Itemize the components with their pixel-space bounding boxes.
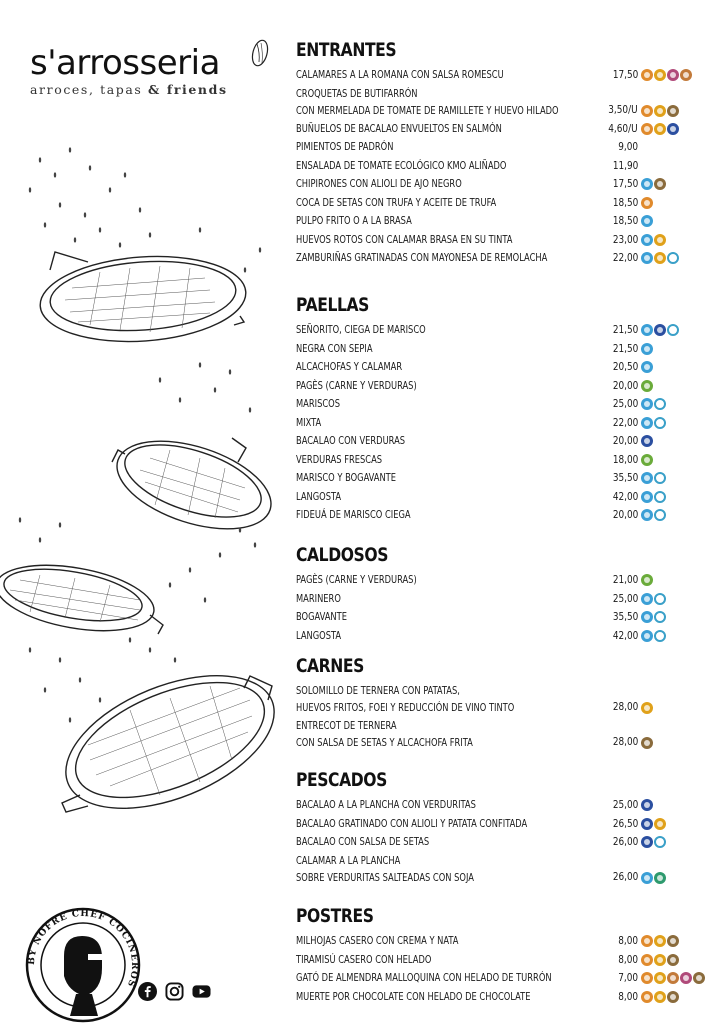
gluten-allergen-icon bbox=[641, 935, 653, 947]
left-panel bbox=[0, 0, 280, 1024]
dish-name bbox=[296, 321, 426, 340]
crustacean-allergen-icon bbox=[641, 872, 653, 884]
crustacean-allergen-icon bbox=[641, 593, 653, 605]
dish-name bbox=[296, 571, 417, 590]
menu-item bbox=[296, 395, 696, 414]
egg-allergen-icon bbox=[654, 972, 666, 984]
dish-name-line: CHIPIRONES CON ALIOLI DE AJO NEGRO bbox=[296, 177, 462, 190]
menu-item bbox=[296, 833, 696, 852]
dish-name bbox=[296, 682, 514, 716]
dish-name-line: BOGAVANTE bbox=[296, 610, 347, 623]
dish-price: 17,50 bbox=[612, 68, 638, 81]
menu-item bbox=[296, 488, 696, 507]
dish-name-line: BACALAO CON SALSA DE SETAS bbox=[296, 835, 430, 848]
fish-allergen-icon bbox=[641, 836, 653, 848]
allergen-icons bbox=[641, 972, 705, 984]
allergen-icons bbox=[641, 454, 653, 466]
dish-name bbox=[296, 85, 559, 119]
milk-allergen-icon bbox=[667, 954, 679, 966]
dish-name-line: PAGÈS (CARNE Y VERDURAS) bbox=[296, 573, 417, 586]
dish-name-line: HUEVOS ROTOS CON CALAMAR BRASA EN SU TINTA bbox=[296, 232, 513, 246]
egg-allergen-icon bbox=[641, 702, 653, 714]
menu-item bbox=[296, 120, 696, 139]
dish-name bbox=[296, 120, 502, 139]
dish-name-line: MARISCOS bbox=[296, 397, 340, 410]
allergen-icons bbox=[641, 799, 653, 811]
egg-allergen-icon bbox=[654, 991, 666, 1003]
allergen-icons bbox=[641, 574, 653, 586]
gluten-allergen-icon bbox=[641, 991, 653, 1003]
allergen-icons bbox=[641, 123, 679, 135]
dish-name bbox=[296, 249, 547, 268]
allergen-icons bbox=[641, 234, 666, 246]
menu-item bbox=[296, 717, 696, 752]
dish-name-line: CALAMARES A LA ROMANA CON SALSA ROMESCU bbox=[296, 68, 504, 81]
celery-allergen-icon bbox=[641, 454, 653, 466]
menu-item bbox=[296, 815, 696, 834]
menu-item bbox=[296, 852, 696, 887]
dish-name-line: MUERTE POR CHOCOLATE CON HELADO DE CHOCOLATE bbox=[296, 989, 531, 1003]
dish-name-line: TIRAMISÚ CASERO CON HELADO bbox=[296, 952, 432, 966]
dish-name-line: BUÑUELOS DE BACALAO ENVUELTOS EN SALMÓN bbox=[296, 121, 502, 135]
dish-name-line: MARISCO Y BOGAVANTE bbox=[296, 471, 397, 484]
allergen-icons bbox=[641, 702, 653, 714]
molluscs-allergen-icon bbox=[654, 398, 666, 410]
molluscs-allergen-icon bbox=[654, 836, 666, 848]
egg-allergen-icon bbox=[654, 123, 666, 135]
allergen-icons bbox=[641, 991, 679, 1003]
section-title: CARNES bbox=[296, 655, 364, 677]
crustacean-allergen-icon bbox=[641, 343, 653, 355]
fish-allergen-icon bbox=[641, 818, 653, 830]
dish-name bbox=[296, 833, 429, 852]
dish-price: 20,00 bbox=[612, 378, 638, 392]
section-postres bbox=[296, 904, 696, 1006]
dish-name bbox=[296, 395, 340, 414]
menu-item bbox=[296, 571, 696, 590]
milk-allergen-icon bbox=[667, 991, 679, 1003]
section-title: POSTRES bbox=[296, 905, 374, 927]
dish-name bbox=[296, 212, 412, 231]
dish-name bbox=[296, 340, 373, 359]
allergen-icons bbox=[641, 197, 653, 209]
menu-item bbox=[296, 682, 696, 717]
menu-item bbox=[296, 451, 696, 470]
dish-price: 17,50 bbox=[612, 177, 638, 190]
section-title: CALDOSOS bbox=[296, 544, 389, 566]
allergen-icons bbox=[641, 343, 653, 355]
dish-name bbox=[296, 852, 474, 886]
allergen-icons bbox=[641, 836, 666, 848]
dish-name bbox=[296, 175, 462, 194]
dish-name-line: BACALAO A LA PLANCHA CON VERDURITAS bbox=[296, 798, 476, 811]
dish-name-line: LANGOSTA bbox=[296, 628, 342, 642]
dish-name-line: MARINERO bbox=[296, 591, 341, 605]
section-pescados bbox=[296, 768, 696, 887]
menu-item bbox=[296, 608, 696, 627]
menu-item bbox=[296, 249, 696, 268]
dish-price: 35,50 bbox=[612, 610, 638, 623]
molluscs-allergen-icon bbox=[667, 252, 679, 264]
section-title: ENTRANTES bbox=[296, 39, 397, 61]
dish-name bbox=[296, 414, 321, 433]
dish-price: 26,00 bbox=[612, 869, 638, 883]
dish-price: 8,00 bbox=[618, 934, 638, 947]
milk-allergen-icon bbox=[693, 972, 705, 984]
allergen-icons bbox=[641, 215, 653, 227]
dish-name-line: PAGÈS (CARNE Y VERDURAS) bbox=[296, 378, 417, 392]
fish-allergen-icon bbox=[654, 324, 666, 336]
crustacean-allergen-icon bbox=[641, 611, 653, 623]
dish-name-line: GATÓ DE ALMENDRA MALLOQUINA CON HELADO DE TURRÓN bbox=[296, 971, 552, 984]
dish-name bbox=[296, 451, 382, 470]
dish-name-line: ALCACHOFAS Y CALAMAR bbox=[296, 360, 403, 373]
dish-name bbox=[296, 138, 393, 157]
menu-item bbox=[296, 358, 696, 377]
molluscs-allergen-icon bbox=[654, 491, 666, 503]
egg-allergen-icon bbox=[654, 954, 666, 966]
menu-item bbox=[296, 85, 696, 120]
dish-price: 26,00 bbox=[612, 835, 638, 848]
allergen-icons bbox=[641, 361, 653, 373]
dish-name bbox=[296, 627, 341, 646]
dish-name bbox=[296, 796, 476, 815]
celery-allergen-icon bbox=[641, 574, 653, 586]
menu-item bbox=[296, 590, 696, 609]
dish-name-line: CON SALSA DE SETAS Y ALCACHOFA FRITA bbox=[296, 736, 473, 749]
section-paellas bbox=[296, 293, 696, 525]
menu-item bbox=[296, 414, 696, 433]
allergen-icons bbox=[641, 252, 679, 264]
crustacean-allergen-icon bbox=[641, 234, 653, 246]
dish-name-line: HUEVOS FRITOS, FOEI Y REDUCCIÓN DE VINO TINTO bbox=[296, 701, 515, 714]
dish-price: 28,00 bbox=[612, 735, 638, 748]
dish-name bbox=[296, 377, 417, 396]
allergen-icons bbox=[641, 435, 653, 447]
logo-tagline: arroces, tapas & friends bbox=[30, 82, 228, 97]
allergen-icons bbox=[641, 818, 666, 830]
youtube-icon[interactable] bbox=[192, 982, 211, 1001]
section-entrantes bbox=[296, 38, 696, 268]
dish-name-line: MILHOJAS CASERO CON CREMA Y NATA bbox=[296, 934, 459, 947]
dish-price: 25,00 bbox=[612, 397, 638, 410]
instagram-icon[interactable] bbox=[165, 982, 184, 1001]
dish-price: 21,50 bbox=[612, 323, 638, 336]
dish-name-line: PULPO FRITO O A LA BRASA bbox=[296, 214, 412, 227]
dish-price: 25,00 bbox=[612, 798, 638, 811]
allergen-icons bbox=[641, 380, 653, 392]
menu-item bbox=[296, 951, 696, 970]
allergen-icons bbox=[641, 178, 666, 190]
dish-price: 4,60/U bbox=[608, 121, 638, 135]
dish-name bbox=[296, 194, 496, 213]
allergen-icons bbox=[641, 737, 653, 749]
dish-name-line: VERDURAS FRESCAS bbox=[296, 452, 383, 466]
allergen-icons bbox=[641, 593, 666, 605]
dish-name-line: LANGOSTA bbox=[296, 489, 342, 503]
menu-item bbox=[296, 432, 696, 451]
social-links bbox=[138, 982, 211, 1001]
milk-allergen-icon bbox=[667, 105, 679, 117]
molluscs-allergen-icon bbox=[654, 509, 666, 521]
dish-price: 21,50 bbox=[612, 341, 638, 355]
dish-name-line: SEÑORITO, CIEGA DE MARISCO bbox=[296, 323, 426, 336]
molluscs-allergen-icon bbox=[667, 324, 679, 336]
milk-allergen-icon bbox=[641, 737, 653, 749]
dish-price: 25,00 bbox=[612, 591, 638, 605]
menu-item bbox=[296, 231, 696, 250]
crustacean-allergen-icon bbox=[641, 630, 653, 642]
dish-price: 28,00 bbox=[612, 700, 638, 713]
dish-price: 18,50 bbox=[612, 214, 638, 227]
allergen-icons bbox=[641, 935, 679, 947]
dish-name bbox=[296, 969, 552, 988]
crustacean-allergen-icon bbox=[641, 398, 653, 410]
dish-name-line: ENTRECOT DE TERNERA bbox=[296, 719, 397, 732]
dish-name bbox=[296, 815, 527, 834]
allergen-icons bbox=[641, 611, 666, 623]
egg-allergen-icon bbox=[654, 105, 666, 117]
dish-name bbox=[296, 988, 530, 1007]
section-caldosos bbox=[296, 543, 696, 645]
dish-price: 8,00 bbox=[618, 952, 638, 966]
crustacean-allergen-icon bbox=[641, 178, 653, 190]
fish-allergen-icon bbox=[641, 799, 653, 811]
allergen-icons bbox=[641, 105, 679, 117]
dish-price: 11,90 bbox=[612, 158, 638, 172]
dish-name-line: CROQUETAS DE BUTIFARRÓN bbox=[296, 86, 418, 100]
dish-name-line: CALAMAR A LA PLANCHA bbox=[296, 853, 401, 867]
dish-name-line: BACALAO GRATINADO CON ALIOLI Y PATATA CONFITADA bbox=[296, 816, 528, 830]
allergen-icons bbox=[641, 630, 666, 642]
dish-price: 21,00 bbox=[612, 573, 638, 586]
fish-allergen-icon bbox=[641, 435, 653, 447]
dish-name bbox=[296, 951, 431, 970]
menu-item bbox=[296, 988, 696, 1007]
egg-allergen-icon bbox=[654, 818, 666, 830]
menu-item bbox=[296, 969, 696, 988]
chef-badge bbox=[24, 906, 142, 1024]
dish-price: 3,50/U bbox=[608, 102, 638, 116]
crustacean-allergen-icon bbox=[641, 324, 653, 336]
menu-item bbox=[296, 157, 696, 176]
gluten-allergen-icon bbox=[641, 954, 653, 966]
egg-allergen-icon bbox=[654, 935, 666, 947]
facebook-icon[interactable] bbox=[138, 982, 157, 1001]
menu-item bbox=[296, 469, 696, 488]
dish-name bbox=[296, 358, 402, 377]
dish-name bbox=[296, 717, 473, 751]
celery-allergen-icon bbox=[641, 380, 653, 392]
menu-item bbox=[296, 212, 696, 231]
crustacean-allergen-icon bbox=[641, 491, 653, 503]
allergen-icons bbox=[641, 872, 666, 884]
section-title: PAELLAS bbox=[296, 294, 369, 316]
dish-price: 42,00 bbox=[612, 628, 638, 642]
gluten-allergen-icon bbox=[641, 105, 653, 117]
svg-text:BY NOFRE CHEF COCINEROS: BY NOFRE CHEF COCINEROS bbox=[26, 908, 140, 989]
section-title: PESCADOS bbox=[296, 769, 387, 791]
dish-price: 26,50 bbox=[612, 816, 638, 830]
dish-name-line: ENSALADA DE TOMATE ECOLÓGICO KMO ALIÑADO bbox=[296, 158, 507, 172]
menu-item bbox=[296, 175, 696, 194]
dish-name bbox=[296, 157, 506, 176]
section-carnes bbox=[296, 654, 696, 752]
logo-name: s'arrosseria bbox=[30, 43, 220, 83]
dish-name-line: NEGRA CON SEPIA bbox=[296, 341, 373, 355]
menu-item bbox=[296, 340, 696, 359]
milk-allergen-icon bbox=[654, 178, 666, 190]
dish-price: 20,00 bbox=[612, 434, 638, 447]
dish-price: 20,50 bbox=[612, 360, 638, 373]
dish-name-line: CON MERMELADA DE TOMATE DE RAMILLETE Y HUEVO HILADO bbox=[296, 103, 559, 117]
dish-name-line: ZAMBURIÑAS GRATINADAS CON MAYONESA DE REMOLACHA bbox=[296, 251, 548, 264]
dish-name-line: BACALAO CON VERDURAS bbox=[296, 434, 406, 447]
menu-item bbox=[296, 627, 696, 646]
dish-name-line: SOLOMILLO DE TERNERA CON PATATAS, bbox=[296, 684, 460, 697]
crustacean-allergen-icon bbox=[641, 252, 653, 264]
crustacean-allergen-icon bbox=[641, 215, 653, 227]
molluscs-allergen-icon bbox=[654, 472, 666, 484]
crustacean-allergen-icon bbox=[641, 509, 653, 521]
egg-allergen-icon bbox=[654, 69, 666, 81]
allergen-icons bbox=[641, 472, 666, 484]
menu-item bbox=[296, 932, 696, 951]
menu-item bbox=[296, 66, 696, 85]
molluscs-allergen-icon bbox=[654, 417, 666, 429]
dish-price: 22,00 bbox=[612, 251, 638, 264]
dish-price: 18,50 bbox=[612, 195, 638, 209]
nuts-allergen-icon bbox=[667, 972, 679, 984]
dish-price: 9,00 bbox=[618, 140, 638, 153]
allergen-icons bbox=[641, 417, 666, 429]
paella-pans-illustration bbox=[0, 0, 280, 900]
dish-name-line: COCA DE SETAS CON TRUFA Y ACEITE DE TRUFA bbox=[296, 195, 497, 209]
dish-name bbox=[296, 231, 512, 250]
gluten-allergen-icon bbox=[641, 69, 653, 81]
gluten-allergen-icon bbox=[641, 197, 653, 209]
dish-price: 22,00 bbox=[612, 415, 638, 429]
dish-price: 23,00 bbox=[612, 232, 638, 246]
dish-name bbox=[296, 932, 458, 951]
molluscs-allergen-icon bbox=[654, 593, 666, 605]
dish-name-line: FIDEUÁ DE MARISCO CIEGA bbox=[296, 508, 411, 521]
dish-name bbox=[296, 488, 341, 507]
allergen-icons bbox=[641, 324, 679, 336]
menu-item bbox=[296, 796, 696, 815]
dish-price: 20,00 bbox=[612, 508, 638, 521]
allergen-icons bbox=[641, 954, 679, 966]
egg-allergen-icon bbox=[654, 234, 666, 246]
menu-item bbox=[296, 194, 696, 213]
dish-name bbox=[296, 432, 405, 451]
dish-name-line: PIMIENTOS DE PADRÓN bbox=[296, 140, 394, 153]
menu-item bbox=[296, 506, 696, 525]
gluten-allergen-icon bbox=[641, 123, 653, 135]
allergen-icons bbox=[641, 398, 666, 410]
crustacean-allergen-icon bbox=[641, 361, 653, 373]
molluscs-allergen-icon bbox=[654, 630, 666, 642]
dish-name bbox=[296, 506, 411, 525]
dish-name-line: MIXTA bbox=[296, 415, 322, 429]
allergen-icons bbox=[641, 491, 666, 503]
sulphite-allergen-icon bbox=[680, 972, 692, 984]
dish-price: 35,50 bbox=[612, 471, 638, 484]
sulphite-allergen-icon bbox=[667, 69, 679, 81]
dish-name bbox=[296, 590, 341, 609]
allergen-icons bbox=[641, 509, 666, 521]
milk-allergen-icon bbox=[667, 935, 679, 947]
dish-price: 18,00 bbox=[612, 452, 638, 466]
menu-item bbox=[296, 138, 696, 157]
allergen-icons bbox=[641, 69, 692, 81]
dish-name bbox=[296, 608, 347, 627]
menu-item bbox=[296, 321, 696, 340]
molluscs-allergen-icon bbox=[654, 611, 666, 623]
dish-name bbox=[296, 469, 396, 488]
crustacean-allergen-icon bbox=[641, 472, 653, 484]
gluten-allergen-icon bbox=[641, 972, 653, 984]
soy-allergen-icon bbox=[654, 872, 666, 884]
dish-price: 42,00 bbox=[612, 489, 638, 503]
dish-price: 7,00 bbox=[618, 971, 638, 984]
dish-name bbox=[296, 66, 504, 85]
fish-allergen-icon bbox=[667, 123, 679, 135]
menu-item bbox=[296, 377, 696, 396]
nuts-allergen-icon bbox=[680, 69, 692, 81]
dish-name-line: SOBRE VERDURITAS SALTEADAS CON SOJA bbox=[296, 870, 474, 884]
dish-price: 8,00 bbox=[618, 989, 638, 1003]
egg-allergen-icon bbox=[654, 252, 666, 264]
crustacean-allergen-icon bbox=[641, 417, 653, 429]
